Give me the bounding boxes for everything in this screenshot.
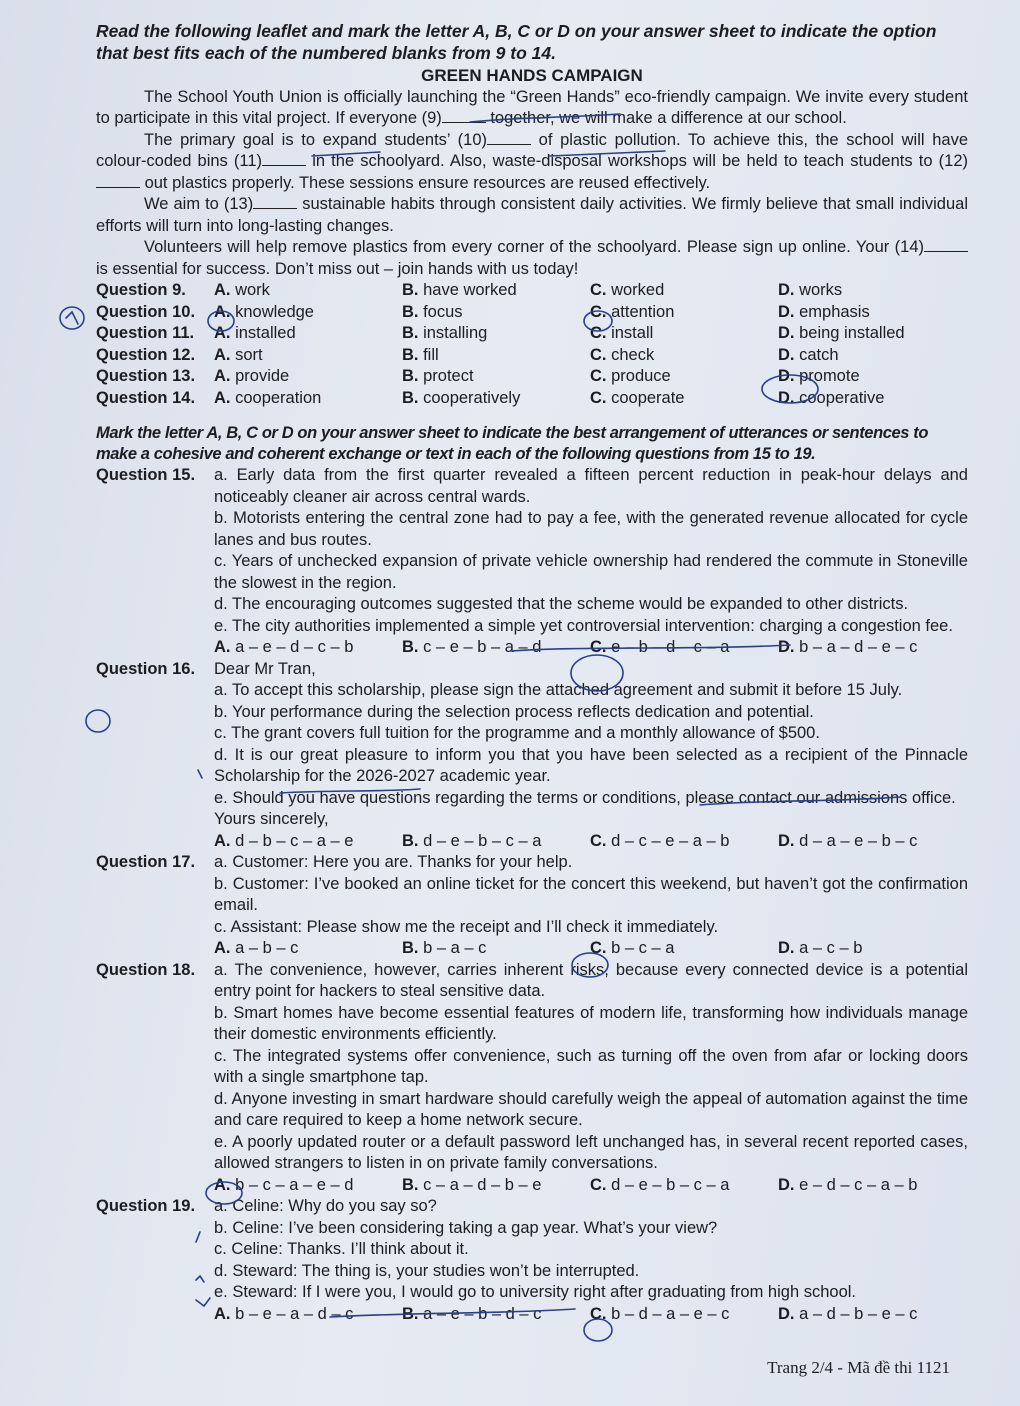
sentence-e: e. The city authorities implemented a simple yet controversial intervention: charging a congestion fee. <box>214 616 953 635</box>
section-instruction-cloze: Read the following leaflet and mark the letter A, B, C or D on your answer sheet to indicate the option that best fits each of the numbered blanks from 9 to 14. <box>96 21 937 63</box>
option-c[interactable]: C. d – c – e – a – b <box>590 831 730 850</box>
question-15 <box>96 465 968 659</box>
sentence-e: e. Should you have questions regarding the terms or conditions, please contact our admissions office. <box>214 788 956 807</box>
margin-check-mark <box>66 312 78 324</box>
sentence-d: d. It is our great pleasure to inform you that you have been selected as a recipient of the Pinnacle Scholarship for the 2026-2027 academic year. <box>214 745 968 785</box>
option-a[interactable]: A. b – c – a – e – d <box>214 1175 354 1194</box>
question-10-options <box>96 302 968 324</box>
option-b[interactable]: B. protect <box>402 367 474 385</box>
question-14-options <box>96 388 968 410</box>
option-d[interactable]: D. e – d – c – a – b <box>778 1175 918 1194</box>
question-label: Question 10. <box>96 302 196 321</box>
option-d[interactable]: D. promote <box>778 367 860 385</box>
sentence-e: e. Steward: If I were you, I would go to university right after graduating from high school. <box>214 1283 856 1301</box>
sentence-a: a. Customer: Here you are. Thanks for your help. <box>214 853 573 871</box>
leaflet-title: GREEN HANDS CAMPAIGN <box>421 66 643 85</box>
option-b[interactable]: B. have worked <box>402 281 517 299</box>
blank-9 <box>442 108 486 123</box>
blank-14 <box>924 237 968 252</box>
option-c[interactable]: C. produce <box>590 367 671 385</box>
option-a[interactable]: A. sort <box>214 345 263 364</box>
option-a[interactable]: A. work <box>214 281 270 299</box>
sentence-b: b. Smart homes have become essential features of modern life, transforming how individuals manage their domestic environments efficiently. <box>214 1003 968 1043</box>
question-12-options <box>96 345 968 367</box>
sentence-d: d. Anyone investing in smart hardware should carefully weigh the appeal of automation against the time and care required to keep a home network secure. <box>214 1089 968 1129</box>
question-label: Question 19. <box>96 1197 196 1215</box>
sentence-a: a. Early data from the first quarter revealed a fifteen percent reduction in peak-hour delays and noticeably cleaner air across central wards. <box>214 466 968 506</box>
option-a[interactable]: A. a – e – d – c – b <box>214 638 354 656</box>
option-b[interactable]: B. fill <box>402 345 439 364</box>
option-a[interactable]: A. cooperation <box>214 388 322 407</box>
question-label: Question 14. <box>96 388 196 407</box>
question-18 <box>96 960 968 1197</box>
leaflet-paragraph-1: The School Youth Union is officially launching the “Green Hands” eco-friendly campaign. We invite every student to participate in this vital project. If everyone (9) together, we will make a difference at our school. <box>96 87 968 127</box>
sentence-b: b. Your performance during the selection process reflects dedication and potential. <box>214 702 814 721</box>
answer-options <box>214 938 968 960</box>
option-d[interactable]: D. works <box>778 281 843 299</box>
sentence-d: d. The encouraging outcomes suggested that the scheme would be expanded to other districts. <box>214 595 909 613</box>
option-a[interactable]: A. d – b – c – a – e <box>214 831 354 850</box>
question-13-options <box>96 366 968 388</box>
sentence-a: a. The convenience, however, carries inherent risks, because every connected device is a potential entry point for hackers to steal sensitive data. <box>214 960 968 1000</box>
margin-circle-mark <box>60 307 84 329</box>
option-c[interactable]: C. install <box>590 324 654 342</box>
option-b[interactable]: B. c – a – d – b – e <box>402 1175 542 1194</box>
question-9-options <box>96 280 968 302</box>
option-b[interactable]: B. installing <box>402 324 488 342</box>
question-17 <box>96 852 968 960</box>
option-d[interactable]: D. a – d – b – e – c <box>778 1304 918 1323</box>
blank-11 <box>262 151 306 166</box>
option-c[interactable]: C. worked <box>590 281 665 299</box>
letter-greeting: Dear Mr Tran, <box>214 659 316 678</box>
sentence-c: c. The integrated systems offer convenience, such as turning off the oven from afar or locking doors with a single smartphone tap. <box>214 1046 968 1086</box>
leaflet-paragraph-3: We aim to (13) sustainable habits through consistent daily activities. We firmly believe that small individual efforts will turn into long-lasting changes. <box>96 195 968 235</box>
sentence-c: c. Years of unchecked expansion of private vehicle ownership had rendered the commute in Stoneville the slowest in the region. <box>214 552 968 592</box>
sentence-b: b. Customer: I’ve booked an online ticket for the concert this weekend, but haven’t got the confirmation email. <box>214 874 968 914</box>
sentence-e: e. A poorly updated router or a default password left unchanged has, in several recent reported cases, allowed strangers to listen in on private family conversations. <box>214 1132 968 1172</box>
option-d[interactable]: D. emphasis <box>778 302 870 321</box>
answer-options <box>214 1175 968 1197</box>
blank-13 <box>253 194 297 209</box>
question-label: Question 9. <box>96 281 186 299</box>
question-label: Question 17. <box>96 853 196 871</box>
sentence-c: c. The grant covers full tuition for the programme and a monthly allowance of $500. <box>214 724 820 742</box>
sentence-b: b. Motorists entering the central zone had to pay a fee, with the generated revenue allocated for cycle lanes and bus routes. <box>214 509 968 549</box>
sentence-c: c. Celine: Thanks. I’ll think about it. <box>214 1240 469 1258</box>
option-d[interactable]: D. d – a – e – b – c <box>778 831 918 850</box>
option-a[interactable]: A. installed <box>214 324 296 342</box>
question-label: Question 16. <box>96 659 196 678</box>
question-label: Question 12. <box>96 345 196 364</box>
option-a[interactable]: A. provide <box>214 367 290 385</box>
question-label: Question 13. <box>96 367 196 385</box>
question-label: Question 18. <box>96 960 196 979</box>
option-d[interactable]: D. cooperative <box>778 388 885 407</box>
option-c[interactable]: C. e – b – d – c – a <box>590 638 730 656</box>
answer-options <box>214 1304 968 1326</box>
question-11-options <box>96 323 968 345</box>
option-c[interactable]: C. b – d – a – e – c <box>590 1304 730 1323</box>
question-19 <box>96 1196 968 1325</box>
sentence-b: b. Celine: I’ve been considering taking a gap year. What’s your view? <box>214 1218 718 1237</box>
option-b[interactable]: B. focus <box>402 302 463 321</box>
option-a[interactable]: A. b – e – a – d – c <box>214 1304 354 1323</box>
option-b[interactable]: B. c – e – b – a – d <box>402 638 542 656</box>
leaflet-paragraph-2: The primary goal is to expand students’ (10) of plastic pollution. To achieve this, the school will have colour-coded bins (11) in the schoolyard. Also, waste-disposal workshops will be held to teach students to (12) out plastics properly. These sessions ensure resources are reused effectively. <box>96 130 968 192</box>
page-footer: Trang 2/4 - Mã đề thi 1121 <box>767 1357 950 1377</box>
option-a[interactable]: A. knowledge <box>214 302 314 321</box>
option-c[interactable]: C. b – c – a <box>590 939 675 957</box>
answer-options <box>214 831 968 853</box>
option-b[interactable]: B. b – a – c <box>402 939 487 957</box>
option-b[interactable]: B. a – e – b – d – c <box>402 1304 542 1323</box>
option-d[interactable]: D. a – c – b <box>778 939 863 957</box>
letter-closing: Yours sincerely, <box>214 810 329 828</box>
section-instruction-arrangement: Mark the letter A, B, C or D on your answer sheet to indicate the best arrangement of utterances or sentences to make a cohesive and coherent exchange or text in each of the following questions from 15 to 19. <box>96 424 929 463</box>
option-c[interactable]: C. d – e – b – c – a <box>590 1175 730 1194</box>
sentence-a: a. To accept this scholarship, please sign the attached agreement and submit it before 15 July. <box>214 681 903 699</box>
option-b[interactable]: B. d – e – b – c – a <box>402 831 542 850</box>
question-label: Question 11. <box>96 324 195 342</box>
question-16 <box>96 659 968 853</box>
question-label: Question 15. <box>96 466 196 484</box>
cloze-question-list <box>96 280 968 409</box>
blank-12 <box>96 173 140 188</box>
option-d[interactable]: D. being installed <box>778 324 905 342</box>
sentence-c: c. Assistant: Please show me the receipt and I’ll check it immediately. <box>214 917 719 936</box>
option-c[interactable]: C. check <box>590 345 655 364</box>
sentence-a: a. Celine: Why do you say so? <box>214 1197 437 1215</box>
option-c[interactable]: C. cooperate <box>590 388 685 407</box>
option-d[interactable]: D. catch <box>778 345 839 364</box>
leaflet-paragraph-4: Volunteers will help remove plastics from every corner of the schoolyard. Please sign up online. Your (14) is essential for success. Don’t miss out – join hands with us today! <box>96 237 968 280</box>
option-b[interactable]: B. cooperatively <box>402 388 521 407</box>
option-d[interactable]: D. b – a – d – e – c <box>778 638 918 656</box>
option-a[interactable]: A. a – b – c <box>214 939 299 957</box>
sentence-d: d. Steward: The thing is, your studies won’t be interrupted. <box>214 1261 640 1280</box>
blank-10 <box>487 130 531 145</box>
option-c[interactable]: C. attention <box>590 302 675 321</box>
answer-options <box>214 637 968 659</box>
